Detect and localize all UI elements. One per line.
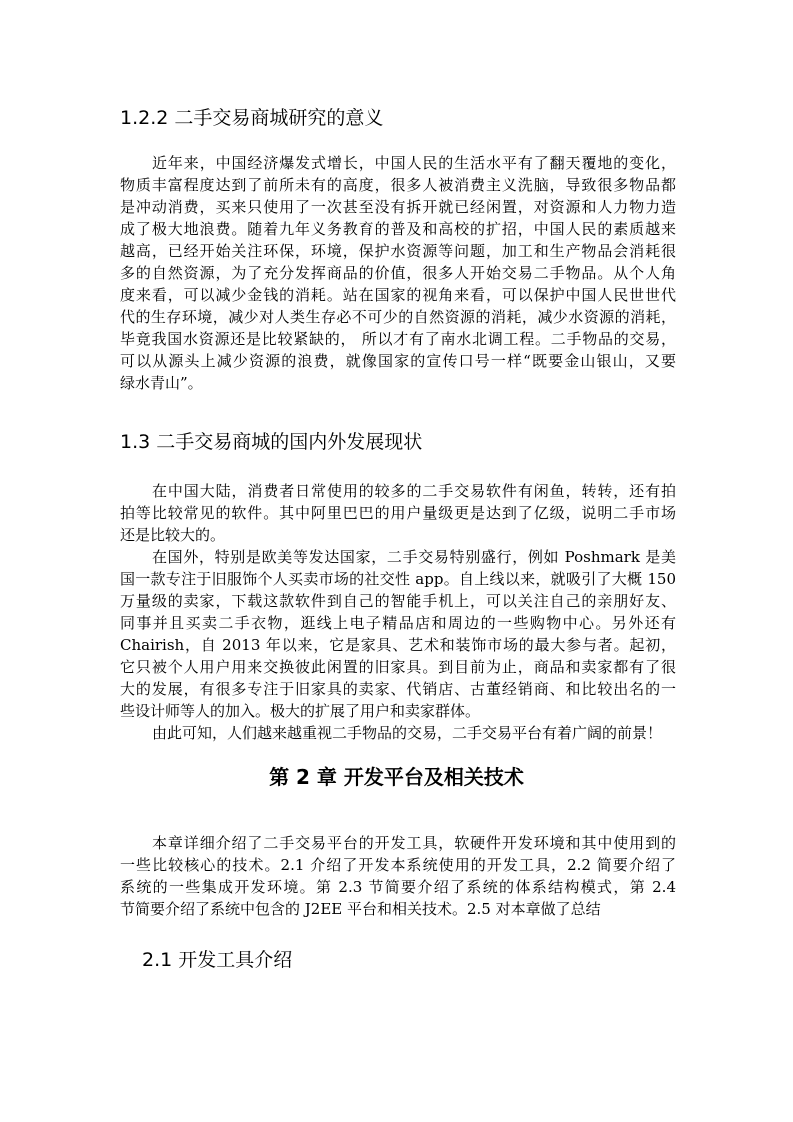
text-line: 万量级的卖家，下载这款软件到自己的智能手机上，可以关注自己的亲朋好友、 — [120, 592, 676, 610]
text-line: 还是比较大的。 — [120, 526, 226, 544]
text-line: 成了极大地浪费。随着九年义务教育的普及和高校的扩招，中国人民的素质越来 — [120, 220, 676, 238]
text-line: 些设计师等人的加入。极大的扩展了用户和卖家群体。 — [120, 702, 481, 720]
text-line: 在国外，特别是欧美等发达国家，二手交易特别盛行，例如 Poshmark 是美 — [152, 548, 676, 566]
paragraph-overseas — [120, 546, 676, 722]
text-line: 度来看，可以减少金钱的消耗。站在国家的视角来看，可以保护中国人民世世代 — [120, 286, 676, 304]
text-line: 它只被个人用户用来交换彼此闲置的旧家具。到目前为止，商品和卖家都有了很 — [120, 658, 676, 676]
text-line: Chairish，自 2013 年以来，它是家具、艺术和装饰市场的最大参与者。起初， — [120, 636, 676, 654]
text-line: 大的发展，有很多专注于旧家具的卖家、代销店、古董经销商、和比较出名的一 — [120, 680, 676, 698]
section-heading-1-3: 1.3 二手交易商城的国内外发展现状 — [120, 431, 423, 453]
paragraph-significance — [120, 152, 676, 394]
text-line: 是冲动消费，买来只使用了一次甚至没有拆开就已经闲置，对资源和人力物力造 — [120, 198, 676, 216]
text-line: 国一款专注于旧服饰个人买卖市场的社交性 app。自上线以来，就吸引了大概 150 — [120, 570, 676, 588]
text-line: 可以从源头上减少资源的浪费，就像国家的宣传口号一样“既要金山银山，又要 — [120, 352, 676, 370]
text-line: 毕竟我国水资源还是比较紧缺的， 所以才有了南水北调工程。二手物品的交易， — [120, 330, 676, 348]
section-heading-1-2-2: 1.2.2 二手交易商城研究的意义 — [120, 107, 384, 129]
text-line: 在中国大陆，消费者日常使用的较多的二手交易软件有闲鱼，转转，还有拍 — [152, 482, 676, 500]
paragraph-conclusion — [120, 722, 676, 744]
text-line: 系统的一些集成开发环境。第 2.3 节简要介绍了系统的体系结构模式，第 2.4 — [120, 878, 676, 896]
paragraph-domestic — [120, 480, 676, 546]
text-line: 绿水青山”。 — [120, 374, 203, 392]
text-line: 同事并且买卖二手衣物，逛线上电子精品店和周边的一些购物中心。另外还有 — [120, 614, 676, 632]
text-line: 物质丰富程度达到了前所未有的高度，很多人被消费主义洗脑，导致很多物品都 — [120, 176, 676, 194]
paragraph-chapter-intro — [120, 832, 676, 920]
section-heading-2-1: 2.1 开发工具介绍 — [142, 949, 293, 971]
text-line: 一些比较核心的技术。2.1 介绍了开发本系统使用的开发工具，2.2 简要介绍了 — [120, 856, 676, 874]
text-line: 近年来，中国经济爆发式增长，中国人民的生活水平有了翻天覆地的变化， — [152, 154, 676, 172]
text-line: 节简要介绍了系统中包含的 J2EE 平台和相关技术。2.5 对本章做了总结 — [120, 900, 601, 918]
text-line: 由此可知，人们越来越重视二手物品的交易，二手交易平台有着广阔的前景！ — [152, 724, 663, 742]
text-line: 越高，已经开始关注环保，环境，保护水资源等问题，加工和生产物品会消耗很 — [120, 242, 676, 260]
text-line: 代的生存环境，减少对人类生存必不可少的自然资源的消耗，减少水资源的消耗， — [120, 308, 676, 326]
chapter-title: 第 2 章 开发平台及相关技术 — [269, 765, 524, 789]
text-line: 本章详细介绍了二手交易平台的开发工具，软硬件开发环境和其中使用到的 — [152, 834, 676, 852]
text-line: 多的自然资源，为了充分发挥商品的价值，很多人开始交易二手物品。从个人角 — [120, 264, 676, 282]
text-line: 拍等比较常见的软件。其中阿里巴巴的用户量级更是达到了亿级，说明二手市场 — [120, 504, 676, 522]
